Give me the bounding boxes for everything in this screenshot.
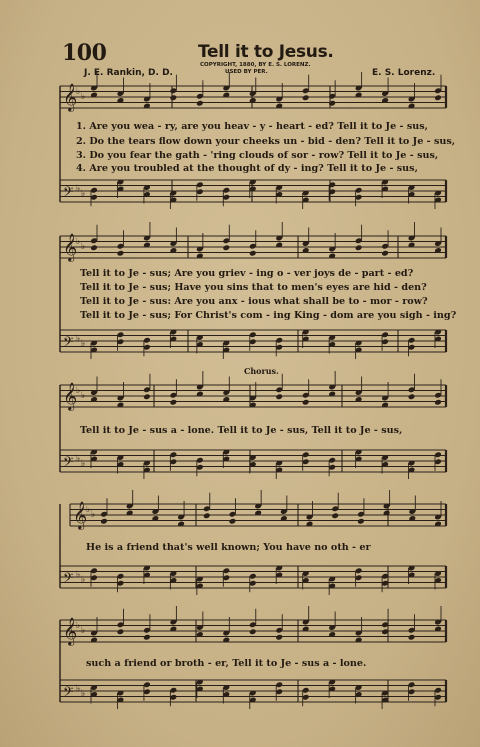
words-author: J. E. Rankin, D. D. (84, 68, 173, 78)
note-head (222, 244, 230, 251)
note-head (203, 512, 211, 519)
flat-sign: ♭ (81, 242, 86, 252)
note-head (408, 393, 416, 400)
flat-sign: ♭ (81, 459, 86, 469)
note-head (275, 634, 283, 641)
hymn-number: 100 (62, 40, 107, 66)
note-head (143, 393, 151, 400)
bass-clef: 𝄢 (63, 454, 74, 473)
treble-clef: 𝄞 (73, 501, 88, 529)
copyright-line: COPYRIGHT, 1880, BY E. S. LORENZ. (200, 62, 311, 68)
hymn-title: Tell it to Jesus. (198, 42, 334, 62)
treble-clef: 𝄞 (63, 83, 78, 111)
note-head (143, 634, 151, 641)
note-head (434, 94, 442, 101)
note-head (408, 634, 416, 641)
verse-3-line-2: Tell it to Je - sus: Are you anx - ious what shall be to - mor - row? (80, 296, 428, 307)
note-head (331, 512, 339, 519)
note-head (381, 250, 389, 257)
verse-4-line-2: Tell it to Je - sus; For Christ's com - ing King - dom are you sigh - ing? (80, 310, 457, 321)
bass-clef: 𝄢 (63, 570, 74, 589)
flat-sign: ♭ (76, 184, 81, 194)
music-composer: E. S. Lorenz. (372, 68, 436, 78)
copyright-permission: USED BY PER. (225, 69, 268, 75)
verse-4-line-1: 4. Are you troubled at the thought of dy - ing? Tell it to Je - sus, (76, 163, 418, 174)
flat-sign: ♭ (81, 391, 86, 401)
chorus-line-2: He is a friend that's well known; You have no oth - er (86, 542, 371, 553)
flat-sign: ♭ (86, 505, 91, 515)
flat-sign: ♭ (81, 189, 86, 199)
bass-clef: 𝄢 (63, 184, 74, 203)
flat-sign: ♭ (76, 334, 81, 344)
flat-sign: ♭ (81, 575, 86, 585)
flat-sign: ♭ (81, 92, 86, 102)
note-head (170, 399, 178, 406)
note-head (90, 244, 98, 251)
chorus-label: Chorus. (244, 366, 279, 376)
verse-2-line-1: 2. Do the tears flow down your cheeks un - bid - den? Tell it to Je - sus, (76, 136, 456, 147)
flat-sign: ♭ (81, 689, 86, 699)
flat-sign: ♭ (76, 684, 81, 694)
flat-sign: ♭ (76, 237, 81, 247)
note-head (302, 94, 310, 101)
treble-clef: 𝄞 (63, 617, 78, 645)
verse-1-line-2: Tell it to Je - sus; Are you griev - ing o - ver joys de - part - ed? (80, 268, 414, 279)
note-head (100, 518, 108, 525)
verse-1-line-1: 1. Are you wea - ry, are you heav - y - heart - ed? Tell it to Je - sus, (76, 121, 428, 132)
note-head (249, 250, 257, 257)
note-head (117, 628, 125, 635)
flat-sign: ♭ (76, 621, 81, 631)
note-head (434, 399, 442, 406)
bass-clef: 𝄢 (63, 334, 74, 353)
note-head (249, 628, 257, 635)
note-head (170, 94, 178, 101)
verse-3-line-1: 3. Do you fear the gath - 'ring clouds of sor - row? Tell it to Je - sus, (76, 150, 439, 161)
note-head (355, 244, 363, 251)
note-head (302, 399, 310, 406)
note-head (196, 100, 204, 107)
verse-2-line-2: Tell it to Je - sus; Have you sins that to men's eyes are hid - den? (80, 282, 427, 293)
flat-sign: ♭ (76, 454, 81, 464)
treble-clef: 𝄞 (63, 382, 78, 410)
flat-sign: ♭ (76, 87, 81, 97)
bass-clef: 𝄢 (63, 684, 74, 703)
treble-clef: 𝄞 (63, 233, 78, 261)
flat-sign: ♭ (76, 386, 81, 396)
note-head (229, 518, 237, 525)
note-head (275, 393, 283, 400)
note-head (117, 250, 125, 257)
flat-sign: ♭ (76, 570, 81, 580)
chorus-line-3: such a friend or broth - er, Tell it to Je - sus a - lone. (86, 658, 367, 669)
chorus-line-1: Tell it to Je - sus a - lone. Tell it to Je - sus, Tell it to Je - sus, (80, 425, 403, 436)
flat-sign: ♭ (91, 510, 96, 520)
flat-sign: ♭ (81, 626, 86, 636)
note-head (357, 518, 365, 525)
flat-sign: ♭ (81, 339, 86, 349)
